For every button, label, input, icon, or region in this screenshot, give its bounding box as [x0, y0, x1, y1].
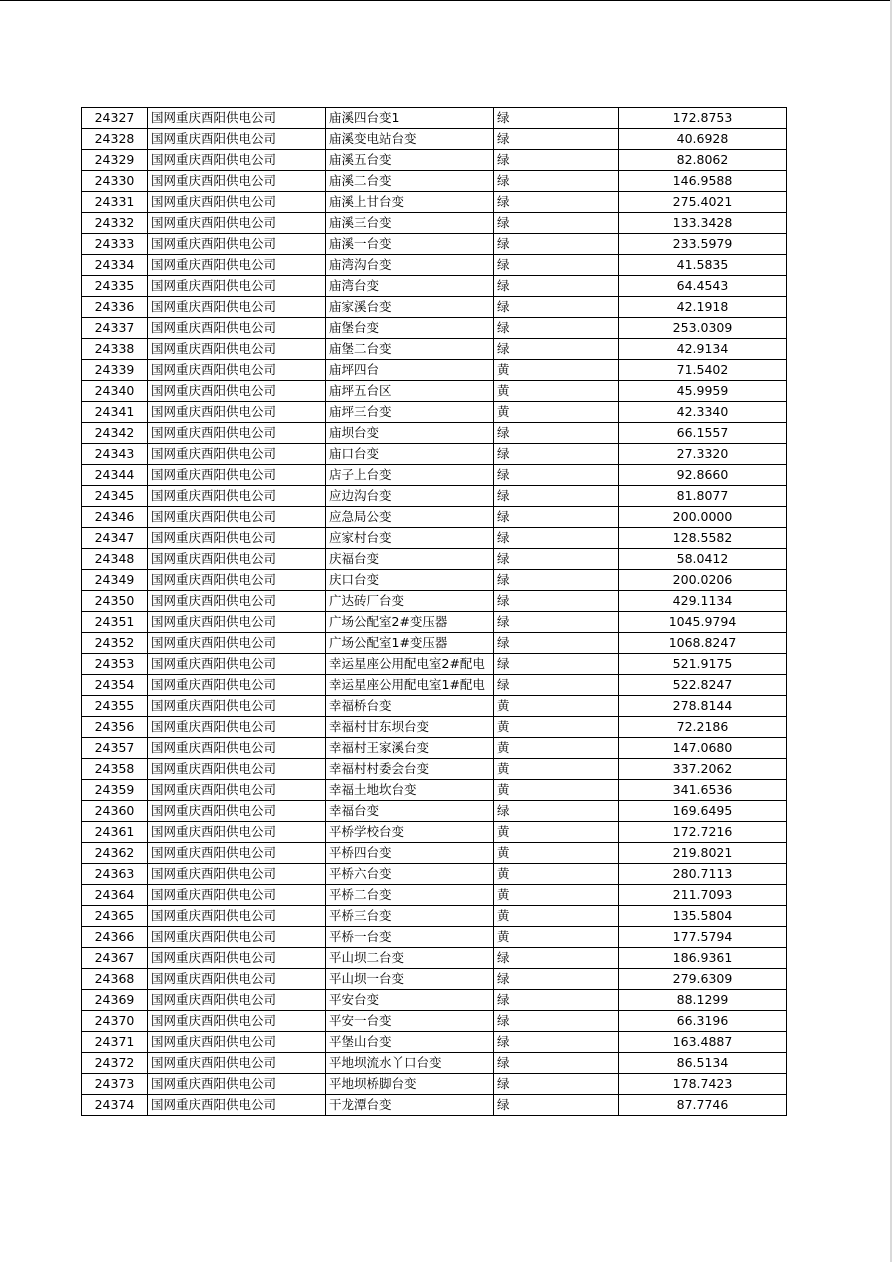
- value-cell: 147.0680: [619, 738, 787, 759]
- table-row: [82, 444, 787, 465]
- row-id-cell: 24371: [82, 1032, 148, 1053]
- transformer-name-cell: 平地坝桥脚台变: [326, 1074, 494, 1095]
- level-cell: 黄: [494, 738, 619, 759]
- value-cell: 66.3196: [619, 1011, 787, 1032]
- table-row: [82, 675, 787, 696]
- transformer-name-cell: 店子上台变: [326, 465, 494, 486]
- transformer-name-cell: 庆福台变: [326, 549, 494, 570]
- value-cell: 58.0412: [619, 549, 787, 570]
- row-id-cell: 24333: [82, 234, 148, 255]
- value-cell: 41.5835: [619, 255, 787, 276]
- row-id-cell: 24351: [82, 612, 148, 633]
- value-cell: 40.6928: [619, 129, 787, 150]
- table-row: [82, 1095, 787, 1116]
- table-row: [82, 969, 787, 990]
- company-cell: 国网重庆酉阳供电公司: [148, 906, 326, 927]
- row-id-cell: 24350: [82, 591, 148, 612]
- level-cell: 绿: [494, 192, 619, 213]
- company-cell: 国网重庆酉阳供电公司: [148, 297, 326, 318]
- level-cell: 绿: [494, 1095, 619, 1116]
- table-row: [82, 927, 787, 948]
- company-cell: 国网重庆酉阳供电公司: [148, 990, 326, 1011]
- table-row: [82, 1011, 787, 1032]
- level-cell: 黄: [494, 360, 619, 381]
- table-row: [82, 318, 787, 339]
- row-id-cell: 24358: [82, 759, 148, 780]
- table-row: [82, 990, 787, 1011]
- level-cell: 黄: [494, 717, 619, 738]
- level-cell: 黄: [494, 885, 619, 906]
- table-row: [82, 864, 787, 885]
- level-cell: 绿: [494, 108, 619, 129]
- transformer-name-cell: 庙坪四台: [326, 360, 494, 381]
- transformer-name-cell: 应急局公变: [326, 507, 494, 528]
- level-cell: 黄: [494, 906, 619, 927]
- table-row: [82, 108, 787, 129]
- transformer-name-cell: 平安台变: [326, 990, 494, 1011]
- transformer-name-cell: 庙溪二台变: [326, 171, 494, 192]
- table-row: [82, 1032, 787, 1053]
- transformer-name-cell: 幸福村村委会台变: [326, 759, 494, 780]
- level-cell: 绿: [494, 1032, 619, 1053]
- value-cell: 278.8144: [619, 696, 787, 717]
- level-cell: 绿: [494, 486, 619, 507]
- row-id-cell: 24359: [82, 780, 148, 801]
- table-row: [82, 423, 787, 444]
- level-cell: 黄: [494, 696, 619, 717]
- row-id-cell: 24328: [82, 129, 148, 150]
- value-cell: 87.7746: [619, 1095, 787, 1116]
- company-cell: 国网重庆酉阳供电公司: [148, 528, 326, 549]
- level-cell: 绿: [494, 1074, 619, 1095]
- company-cell: 国网重庆酉阳供电公司: [148, 318, 326, 339]
- level-cell: 绿: [494, 129, 619, 150]
- value-cell: 27.3320: [619, 444, 787, 465]
- company-cell: 国网重庆酉阳供电公司: [148, 234, 326, 255]
- level-cell: 绿: [494, 969, 619, 990]
- value-cell: 186.9361: [619, 948, 787, 969]
- transformer-name-cell: 庙堡台变: [326, 318, 494, 339]
- row-id-cell: 24346: [82, 507, 148, 528]
- row-id-cell: 24354: [82, 675, 148, 696]
- transformer-name-cell: 庙堡二台变: [326, 339, 494, 360]
- row-id-cell: 24332: [82, 213, 148, 234]
- company-cell: 国网重庆酉阳供电公司: [148, 969, 326, 990]
- row-id-cell: 24374: [82, 1095, 148, 1116]
- transformer-name-cell: 庙溪五台变: [326, 150, 494, 171]
- transformer-name-cell: 庙坝台变: [326, 423, 494, 444]
- level-cell: 绿: [494, 234, 619, 255]
- level-cell: 绿: [494, 465, 619, 486]
- level-cell: 绿: [494, 654, 619, 675]
- value-cell: 211.7093: [619, 885, 787, 906]
- value-cell: 92.8660: [619, 465, 787, 486]
- company-cell: 国网重庆酉阳供电公司: [148, 129, 326, 150]
- company-cell: 国网重庆酉阳供电公司: [148, 276, 326, 297]
- value-cell: 253.0309: [619, 318, 787, 339]
- table-row: [82, 633, 787, 654]
- company-cell: 国网重庆酉阳供电公司: [148, 360, 326, 381]
- company-cell: 国网重庆酉阳供电公司: [148, 444, 326, 465]
- company-cell: 国网重庆酉阳供电公司: [148, 507, 326, 528]
- transformer-name-cell: 幸福村王家溪台变: [326, 738, 494, 759]
- transformer-name-cell: 平山坝二台变: [326, 948, 494, 969]
- transformer-name-cell: 干龙潭台变: [326, 1095, 494, 1116]
- company-cell: 国网重庆酉阳供电公司: [148, 486, 326, 507]
- level-cell: 黄: [494, 864, 619, 885]
- company-cell: 国网重庆酉阳供电公司: [148, 150, 326, 171]
- transformer-name-cell: 幸福台变: [326, 801, 494, 822]
- level-cell: 绿: [494, 1011, 619, 1032]
- row-id-cell: 24362: [82, 843, 148, 864]
- table-row: [82, 549, 787, 570]
- table-row: [82, 822, 787, 843]
- company-cell: 国网重庆酉阳供电公司: [148, 633, 326, 654]
- company-cell: 国网重庆酉阳供电公司: [148, 696, 326, 717]
- value-cell: 521.9175: [619, 654, 787, 675]
- table-row: [82, 465, 787, 486]
- value-cell: 1045.9794: [619, 612, 787, 633]
- level-cell: 黄: [494, 759, 619, 780]
- table-row: [82, 780, 787, 801]
- table-row: [82, 129, 787, 150]
- value-cell: 337.2062: [619, 759, 787, 780]
- transformer-name-cell: 幸运星座公用配电室2#配电: [326, 654, 494, 675]
- table-row: [82, 654, 787, 675]
- value-cell: 72.2186: [619, 717, 787, 738]
- transformer-name-cell: 平桥二台变: [326, 885, 494, 906]
- table-row: [82, 885, 787, 906]
- value-cell: 135.5804: [619, 906, 787, 927]
- table-row: [82, 297, 787, 318]
- level-cell: 绿: [494, 570, 619, 591]
- value-cell: 88.1299: [619, 990, 787, 1011]
- table-row: [82, 801, 787, 822]
- level-cell: 绿: [494, 801, 619, 822]
- table-row: [82, 717, 787, 738]
- table-row: [82, 1074, 787, 1095]
- value-cell: 200.0206: [619, 570, 787, 591]
- value-cell: 42.3340: [619, 402, 787, 423]
- transformer-name-cell: 幸福土地坎台变: [326, 780, 494, 801]
- row-id-cell: 24369: [82, 990, 148, 1011]
- transformer-name-cell: 幸运星座公用配电室1#配电: [326, 675, 494, 696]
- transformer-name-cell: 庙坪三台变: [326, 402, 494, 423]
- level-cell: 绿: [494, 675, 619, 696]
- company-cell: 国网重庆酉阳供电公司: [148, 654, 326, 675]
- row-id-cell: 24356: [82, 717, 148, 738]
- value-cell: 172.7216: [619, 822, 787, 843]
- company-cell: 国网重庆酉阳供电公司: [148, 1074, 326, 1095]
- value-cell: 66.1557: [619, 423, 787, 444]
- transformer-name-cell: 平桥六台变: [326, 864, 494, 885]
- level-cell: 绿: [494, 591, 619, 612]
- row-id-cell: 24342: [82, 423, 148, 444]
- company-cell: 国网重庆酉阳供电公司: [148, 1032, 326, 1053]
- value-cell: 178.7423: [619, 1074, 787, 1095]
- row-id-cell: 24364: [82, 885, 148, 906]
- level-cell: 绿: [494, 507, 619, 528]
- transformer-name-cell: 广场公配室1#变压器: [326, 633, 494, 654]
- table-row: [82, 948, 787, 969]
- row-id-cell: 24347: [82, 528, 148, 549]
- value-cell: 219.8021: [619, 843, 787, 864]
- level-cell: 绿: [494, 612, 619, 633]
- table-row: [82, 402, 787, 423]
- table-row: [82, 255, 787, 276]
- row-id-cell: 24337: [82, 318, 148, 339]
- table-row: [82, 1053, 787, 1074]
- company-cell: 国网重庆酉阳供电公司: [148, 675, 326, 696]
- transformer-name-cell: 平桥四台变: [326, 843, 494, 864]
- row-id-cell: 24339: [82, 360, 148, 381]
- company-cell: 国网重庆酉阳供电公司: [148, 738, 326, 759]
- company-cell: 国网重庆酉阳供电公司: [148, 822, 326, 843]
- table-row: [82, 486, 787, 507]
- row-id-cell: 24360: [82, 801, 148, 822]
- value-cell: 163.4887: [619, 1032, 787, 1053]
- value-cell: 233.5979: [619, 234, 787, 255]
- company-cell: 国网重庆酉阳供电公司: [148, 948, 326, 969]
- company-cell: 国网重庆酉阳供电公司: [148, 192, 326, 213]
- level-cell: 绿: [494, 213, 619, 234]
- table-row: [82, 213, 787, 234]
- value-cell: 522.8247: [619, 675, 787, 696]
- transformer-name-cell: 平桥学校台变: [326, 822, 494, 843]
- level-cell: 绿: [494, 297, 619, 318]
- company-cell: 国网重庆酉阳供电公司: [148, 108, 326, 129]
- table-row: [82, 591, 787, 612]
- company-cell: 国网重庆酉阳供电公司: [148, 570, 326, 591]
- row-id-cell: 24327: [82, 108, 148, 129]
- transformer-name-cell: 幸福桥台变: [326, 696, 494, 717]
- table-row: [82, 612, 787, 633]
- value-cell: 279.6309: [619, 969, 787, 990]
- row-id-cell: 24338: [82, 339, 148, 360]
- table-row: [82, 906, 787, 927]
- table-row: [82, 759, 787, 780]
- value-cell: 71.5402: [619, 360, 787, 381]
- company-cell: 国网重庆酉阳供电公司: [148, 612, 326, 633]
- level-cell: 绿: [494, 276, 619, 297]
- company-cell: 国网重庆酉阳供电公司: [148, 213, 326, 234]
- company-cell: 国网重庆酉阳供电公司: [148, 864, 326, 885]
- row-id-cell: 24343: [82, 444, 148, 465]
- value-cell: 82.8062: [619, 150, 787, 171]
- table-row: [82, 171, 787, 192]
- transformer-name-cell: 庙坪五台区: [326, 381, 494, 402]
- company-cell: 国网重庆酉阳供电公司: [148, 549, 326, 570]
- company-cell: 国网重庆酉阳供电公司: [148, 1095, 326, 1116]
- table-row: [82, 381, 787, 402]
- transformer-name-cell: 平堡山台变: [326, 1032, 494, 1053]
- level-cell: 黄: [494, 822, 619, 843]
- row-id-cell: 24330: [82, 171, 148, 192]
- transformer-name-cell: 平地坝流水丫口台变: [326, 1053, 494, 1074]
- level-cell: 绿: [494, 633, 619, 654]
- value-cell: 81.8077: [619, 486, 787, 507]
- transformer-name-cell: 平桥一台变: [326, 927, 494, 948]
- transformer-name-cell: 庆口台变: [326, 570, 494, 591]
- transformer-name-cell: 广达砖厂台变: [326, 591, 494, 612]
- company-cell: 国网重庆酉阳供电公司: [148, 465, 326, 486]
- level-cell: 黄: [494, 843, 619, 864]
- company-cell: 国网重庆酉阳供电公司: [148, 927, 326, 948]
- row-id-cell: 24372: [82, 1053, 148, 1074]
- row-id-cell: 24345: [82, 486, 148, 507]
- transformer-name-cell: 幸福村甘东坝台变: [326, 717, 494, 738]
- level-cell: 黄: [494, 402, 619, 423]
- value-cell: 45.9959: [619, 381, 787, 402]
- row-id-cell: 24348: [82, 549, 148, 570]
- row-id-cell: 24366: [82, 927, 148, 948]
- value-cell: 275.4021: [619, 192, 787, 213]
- row-id-cell: 24363: [82, 864, 148, 885]
- level-cell: 绿: [494, 255, 619, 276]
- level-cell: 绿: [494, 948, 619, 969]
- row-id-cell: 24329: [82, 150, 148, 171]
- transformer-name-cell: 庙溪三台变: [326, 213, 494, 234]
- row-id-cell: 24341: [82, 402, 148, 423]
- table-row: [82, 339, 787, 360]
- row-id-cell: 24353: [82, 654, 148, 675]
- row-id-cell: 24368: [82, 969, 148, 990]
- table-row: [82, 150, 787, 171]
- value-cell: 133.3428: [619, 213, 787, 234]
- transformer-name-cell: 平桥三台变: [326, 906, 494, 927]
- company-cell: 国网重庆酉阳供电公司: [148, 423, 326, 444]
- transformer-name-cell: 平安一台变: [326, 1011, 494, 1032]
- level-cell: 绿: [494, 990, 619, 1011]
- row-id-cell: 24355: [82, 696, 148, 717]
- value-cell: 42.9134: [619, 339, 787, 360]
- table-row: [82, 234, 787, 255]
- company-cell: 国网重庆酉阳供电公司: [148, 717, 326, 738]
- transformer-name-cell: 广场公配室2#变压器: [326, 612, 494, 633]
- row-id-cell: 24349: [82, 570, 148, 591]
- level-cell: 绿: [494, 150, 619, 171]
- row-id-cell: 24365: [82, 906, 148, 927]
- transformer-name-cell: 平山坝一台变: [326, 969, 494, 990]
- transformer-name-cell: 庙湾沟台变: [326, 255, 494, 276]
- company-cell: 国网重庆酉阳供电公司: [148, 171, 326, 192]
- transformer-name-cell: 应家村台变: [326, 528, 494, 549]
- value-cell: 172.8753: [619, 108, 787, 129]
- table-row: [82, 843, 787, 864]
- row-id-cell: 24335: [82, 276, 148, 297]
- row-id-cell: 24344: [82, 465, 148, 486]
- company-cell: 国网重庆酉阳供电公司: [148, 339, 326, 360]
- table-row: [82, 276, 787, 297]
- row-id-cell: 24361: [82, 822, 148, 843]
- transformer-name-cell: 庙家溪台变: [326, 297, 494, 318]
- company-cell: 国网重庆酉阳供电公司: [148, 1011, 326, 1032]
- level-cell: 绿: [494, 1053, 619, 1074]
- row-id-cell: 24357: [82, 738, 148, 759]
- value-cell: 177.5794: [619, 927, 787, 948]
- row-id-cell: 24352: [82, 633, 148, 654]
- company-cell: 国网重庆酉阳供电公司: [148, 591, 326, 612]
- row-id-cell: 24334: [82, 255, 148, 276]
- company-cell: 国网重庆酉阳供电公司: [148, 885, 326, 906]
- row-id-cell: 24336: [82, 297, 148, 318]
- transformer-name-cell: 庙湾台变: [326, 276, 494, 297]
- level-cell: 绿: [494, 528, 619, 549]
- transformer-name-cell: 庙溪变电站台变: [326, 129, 494, 150]
- table-row: [82, 696, 787, 717]
- level-cell: 绿: [494, 171, 619, 192]
- table-row: [82, 570, 787, 591]
- value-cell: 42.1918: [619, 297, 787, 318]
- company-cell: 国网重庆酉阳供电公司: [148, 780, 326, 801]
- company-cell: 国网重庆酉阳供电公司: [148, 759, 326, 780]
- value-cell: 429.1134: [619, 591, 787, 612]
- table-row: [82, 738, 787, 759]
- value-cell: 128.5582: [619, 528, 787, 549]
- transformer-name-cell: 庙溪上甘台变: [326, 192, 494, 213]
- company-cell: 国网重庆酉阳供电公司: [148, 255, 326, 276]
- value-cell: 169.6495: [619, 801, 787, 822]
- level-cell: 绿: [494, 339, 619, 360]
- level-cell: 绿: [494, 423, 619, 444]
- level-cell: 绿: [494, 549, 619, 570]
- transformer-name-cell: 庙溪四台变1: [326, 108, 494, 129]
- page-top-border: [0, 0, 892, 1]
- level-cell: 黄: [494, 381, 619, 402]
- value-cell: 86.5134: [619, 1053, 787, 1074]
- value-cell: 200.0000: [619, 507, 787, 528]
- transformer-name-cell: 应边沟台变: [326, 486, 494, 507]
- table-row: [82, 507, 787, 528]
- value-cell: 64.4543: [619, 276, 787, 297]
- table-row: [82, 360, 787, 381]
- value-cell: 341.6536: [619, 780, 787, 801]
- row-id-cell: 24370: [82, 1011, 148, 1032]
- row-id-cell: 24340: [82, 381, 148, 402]
- company-cell: 国网重庆酉阳供电公司: [148, 843, 326, 864]
- transformer-data-table: [81, 107, 787, 1116]
- company-cell: 国网重庆酉阳供电公司: [148, 1053, 326, 1074]
- transformer-name-cell: 庙口台变: [326, 444, 494, 465]
- row-id-cell: 24367: [82, 948, 148, 969]
- table-row: [82, 192, 787, 213]
- value-cell: 146.9588: [619, 171, 787, 192]
- value-cell: 280.7113: [619, 864, 787, 885]
- row-id-cell: 24331: [82, 192, 148, 213]
- level-cell: 绿: [494, 444, 619, 465]
- level-cell: 黄: [494, 927, 619, 948]
- transformer-name-cell: 庙溪一台变: [326, 234, 494, 255]
- table-body: [82, 108, 787, 1116]
- value-cell: 1068.8247: [619, 633, 787, 654]
- company-cell: 国网重庆酉阳供电公司: [148, 381, 326, 402]
- table-row: [82, 528, 787, 549]
- row-id-cell: 24373: [82, 1074, 148, 1095]
- level-cell: 黄: [494, 780, 619, 801]
- level-cell: 绿: [494, 318, 619, 339]
- company-cell: 国网重庆酉阳供电公司: [148, 402, 326, 423]
- company-cell: 国网重庆酉阳供电公司: [148, 801, 326, 822]
